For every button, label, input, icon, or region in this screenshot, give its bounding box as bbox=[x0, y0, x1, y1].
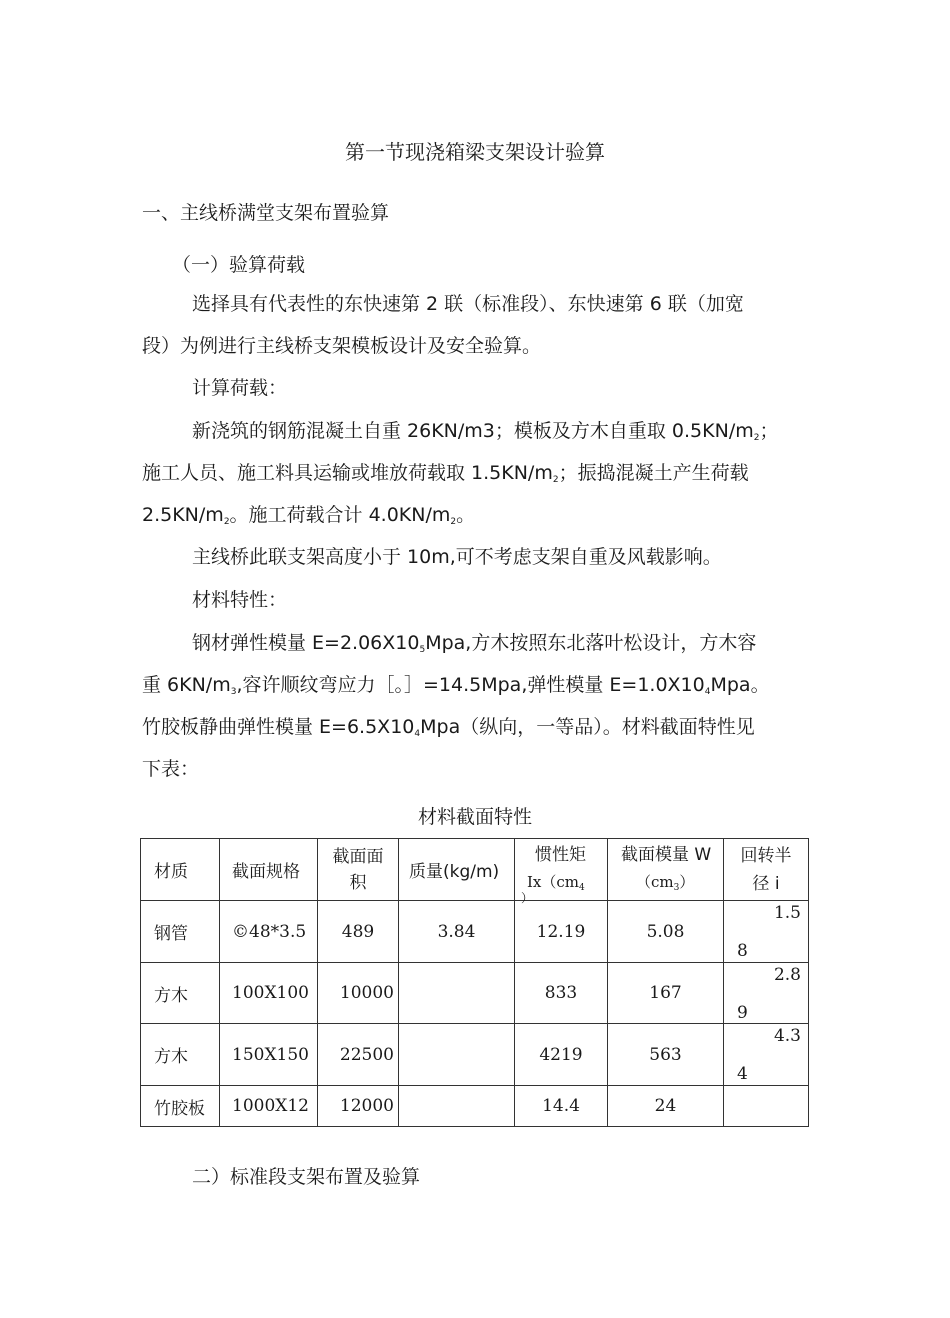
header-material: 材质 bbox=[141, 839, 220, 901]
cell-material: 方木 bbox=[141, 1024, 220, 1086]
paragraph-line: 主线桥此联支架高度小于 10m,可不考虑支架自重及风载影响。 bbox=[192, 546, 722, 568]
subsection-heading: 二）标准段支架布置及验算 bbox=[192, 1166, 421, 1188]
cell-spec: ©48*3.5 bbox=[220, 901, 318, 963]
cell-area: 489 bbox=[318, 901, 399, 963]
table-row bbox=[141, 1024, 809, 1086]
section-heading: 一、主线桥满堂支架布置验算 bbox=[142, 202, 390, 224]
material-properties-table bbox=[140, 838, 809, 1127]
paragraph-line: 段）为例进行主线桥支架模板设计及安全验算。 bbox=[142, 335, 542, 357]
cell-material: 钢管 bbox=[141, 901, 220, 963]
cell-radius: 1.5 8 bbox=[724, 901, 809, 963]
cell-mass bbox=[399, 1024, 515, 1086]
cell-mass bbox=[399, 963, 515, 1024]
paragraph-line: 钢材弹性模量 $E=2.06X10_5Mpa$,方木按照东北落叶松设计，方木容 bbox=[192, 632, 757, 655]
header-section-modulus: 截面模量 W $(cm_3)$ bbox=[608, 839, 724, 901]
table-row bbox=[141, 901, 809, 963]
paragraph-line: 新浇筑的钢筋混凝土自重 26KN/m3；模板及方木自重取 $0.5KN/m_2$； bbox=[192, 420, 779, 443]
cell-material: 竹胶板 bbox=[141, 1086, 220, 1127]
subsection-heading: （一）验算荷载 bbox=[172, 254, 306, 276]
cell-modulus: 167 bbox=[608, 963, 724, 1024]
label-material-props: 材料特性： bbox=[192, 589, 288, 611]
cell-area: 12000 bbox=[318, 1086, 399, 1127]
cell-radius bbox=[724, 1086, 809, 1127]
cell-spec: 1000X12 bbox=[220, 1086, 318, 1127]
header-gyration-radius: 回转半 径 i bbox=[724, 839, 809, 901]
cell-modulus: 24 bbox=[608, 1086, 724, 1127]
header-mass: 质量(kg/m) bbox=[399, 839, 515, 901]
label-calc-load: 计算荷载： bbox=[192, 377, 288, 399]
cell-radius: 2.8 9 bbox=[724, 963, 809, 1024]
header-inertia: 惯性矩 $Ix(cm_4$ ） bbox=[515, 839, 608, 901]
cell-modulus: 5.08 bbox=[608, 901, 724, 963]
cell-mass: 3.84 bbox=[399, 901, 515, 963]
paragraph-line: 竹胶板静曲弹性模量 $E=6.5X10_4Mpa$（纵向，一等品）。材料截面特性见 bbox=[142, 716, 755, 739]
cell-radius: 4.3 4 bbox=[724, 1024, 809, 1086]
paragraph-line: 施工人员、施工料具运输或堆放荷载取 $1.5KN/m_2$；振捣混凝土产生荷载 bbox=[142, 462, 749, 485]
table-row bbox=[141, 963, 809, 1024]
paragraph-line: 选择具有代表性的东快速第 2 联（标准段）、东快速第 6 联（加宽 bbox=[192, 293, 744, 315]
header-area: 截面面 积 bbox=[318, 839, 399, 901]
cell-spec: 100X100 bbox=[220, 963, 318, 1024]
paragraph-line: $2.5KN/m_2$。施工荷载合计 $4.0KN/m_2$。 bbox=[142, 504, 476, 527]
cell-area: 10000 bbox=[318, 963, 399, 1024]
paragraph-line: 下表： bbox=[142, 758, 200, 780]
table-header-row bbox=[141, 839, 809, 901]
cell-inertia: 833 bbox=[515, 963, 608, 1024]
cell-inertia: 12.19 bbox=[515, 901, 608, 963]
cell-area: 22500 bbox=[318, 1024, 399, 1086]
header-spec: 截面规格 bbox=[220, 839, 318, 901]
table-row bbox=[141, 1086, 809, 1127]
table-caption: 材料截面特性 bbox=[417, 806, 532, 828]
paragraph-line: 重 $6KN/m_3$,容许顺纹弯应力［。］=14.5Mpa,弹性模量 $E=1.0X10_4Mpa$。 bbox=[142, 674, 770, 697]
cell-inertia: 14.4 bbox=[515, 1086, 608, 1127]
cell-spec: 150X150 bbox=[220, 1024, 318, 1086]
cell-material: 方木 bbox=[141, 963, 220, 1024]
page-title: 第一节现浇箱梁支架设计验算 bbox=[345, 140, 605, 164]
cell-modulus: 563 bbox=[608, 1024, 724, 1086]
cell-inertia: 4219 bbox=[515, 1024, 608, 1086]
cell-mass bbox=[399, 1086, 515, 1127]
